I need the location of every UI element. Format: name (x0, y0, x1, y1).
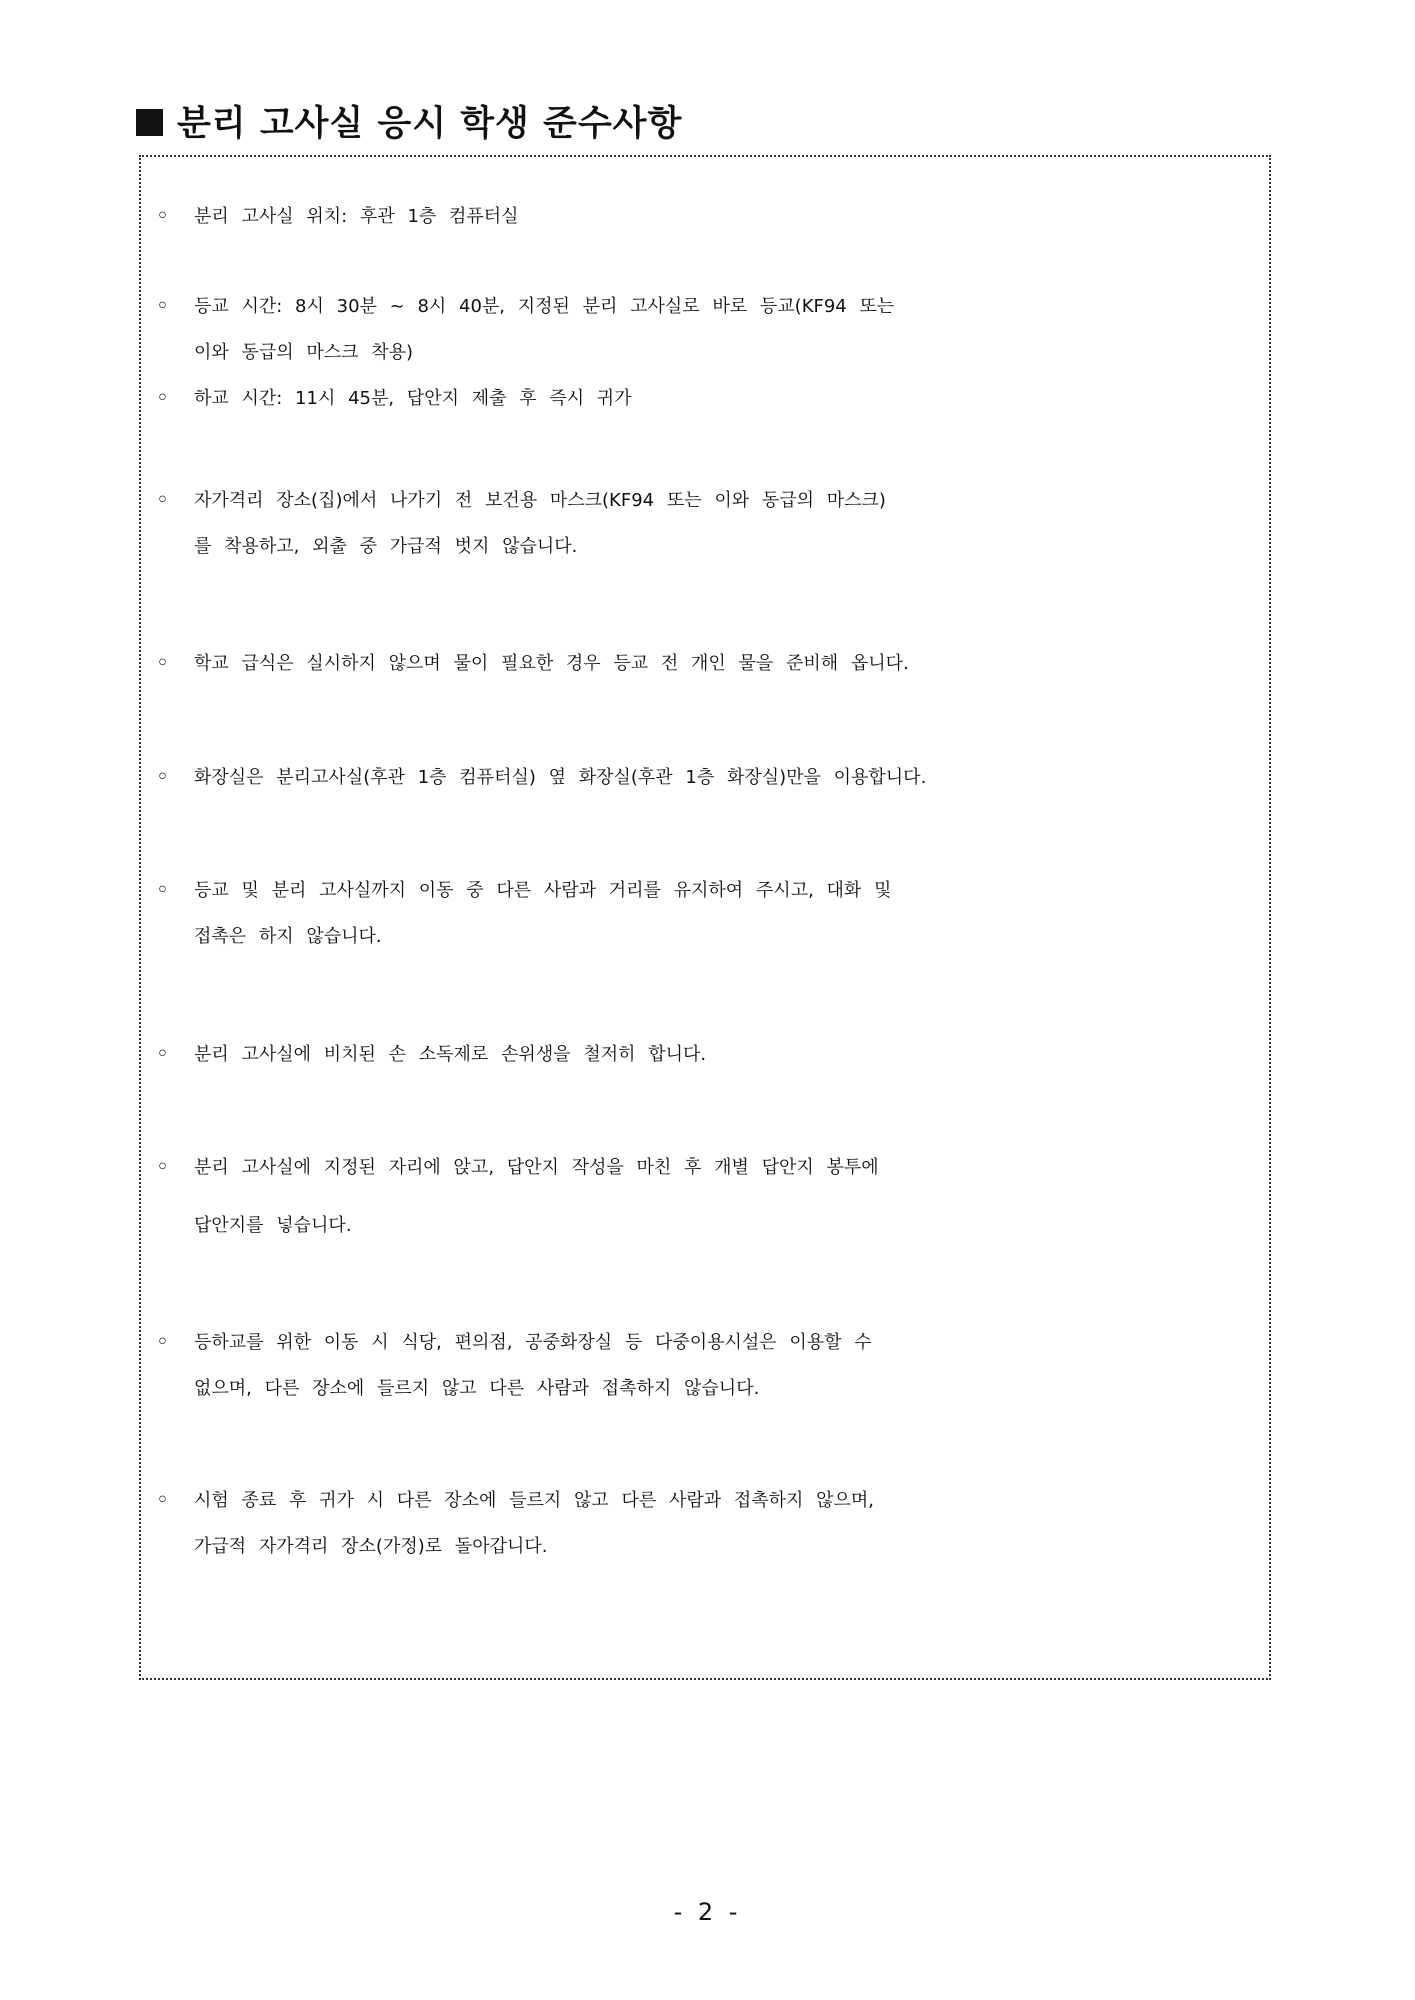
rule-text: 학교 급식은 실시하지 않으며 물이 필요한 경우 등교 전 개인 물을 준비해 옵니다. (194, 653, 909, 674)
bullet-icon: ◦ (156, 1488, 169, 1513)
bullet-icon: ◦ (156, 204, 169, 229)
rule-text: 이와 동급의 마스크 착용) (194, 342, 414, 363)
bullet-icon: ◦ (156, 878, 169, 903)
section-title-text: 분리 고사실 응시 학생 준수사항 (177, 104, 683, 144)
rule-text: 를 착용하고, 외출 중 가급적 벗지 않습니다. (194, 536, 578, 557)
rule-text: 화장실은 분리고사실(후관 1층 컴퓨터실) 옆 화장실(후관 1층 화장실)만을 이용합니다. (194, 767, 927, 788)
rule-text: 등교 및 분리 고사실까지 이동 중 다른 사람과 거리를 유지하여 주시고, 대화 및 (194, 880, 892, 901)
bullet-icon: ◦ (156, 386, 169, 411)
bullet-icon: ◦ (156, 1330, 169, 1355)
rule-text: 가급적 자가격리 장소(가정)로 돌아갑니다. (194, 1536, 548, 1557)
rule-item (156, 1478, 1268, 1570)
rule-item (156, 868, 1268, 960)
bullet-icon: ◦ (156, 294, 169, 319)
rule-item (156, 1145, 1268, 1249)
bullet-icon: ◦ (156, 765, 169, 790)
rule-text: 답안지를 넣습니다. (194, 1215, 352, 1236)
rule-text: 분리 고사실에 비치된 손 소독제로 손위생을 철저히 합니다. (194, 1044, 707, 1065)
rule-item (156, 376, 1268, 422)
bullet-icon: ◦ (156, 1042, 169, 1067)
rule-text: 등하교를 위한 이동 시 식당, 편의점, 공중화장실 등 다중이용시설은 이용할 수 (194, 1332, 872, 1353)
rule-item (156, 284, 1268, 376)
bullet-icon: ◦ (156, 488, 169, 513)
bullet-icon: ◦ (156, 1155, 169, 1180)
rule-text: 등교 시간: 8시 30분 ~ 8시 40분, 지정된 분리 고사실로 바로 등교(KF94 또는 (194, 296, 895, 317)
section-title (136, 96, 682, 146)
rule-text: 하교 시간: 11시 45분, 답안지 제출 후 즉시 귀가 (194, 388, 632, 409)
rule-item (156, 641, 1268, 687)
rule-text: 분리 고사실에 지정된 자리에 앉고, 답안지 작성을 마친 후 개별 답안지 봉투에 (194, 1157, 879, 1178)
rule-text: 분리 고사실 위치: 후관 1층 컴퓨터실 (194, 206, 519, 227)
rule-text: 자가격리 장소(집)에서 나가기 전 보건용 마스크(KF94 또는 이와 동급의 마스크) (194, 490, 886, 511)
rule-item (156, 478, 1268, 570)
rule-text: 시험 종료 후 귀가 시 다른 장소에 들르지 않고 다른 사람과 접촉하지 않으며, (194, 1490, 875, 1511)
rule-item (156, 1320, 1268, 1412)
rule-item (156, 194, 1268, 240)
rule-text: 없으며, 다른 장소에 들르지 않고 다른 사람과 접촉하지 않습니다. (194, 1378, 760, 1399)
page-number: - 2 - (673, 1898, 742, 1926)
black-square-icon (136, 109, 163, 136)
rule-text: 접촉은 하지 않습니다. (194, 926, 382, 947)
rule-item (156, 755, 1268, 801)
bullet-icon: ◦ (156, 651, 169, 676)
rule-item (156, 1032, 1268, 1078)
